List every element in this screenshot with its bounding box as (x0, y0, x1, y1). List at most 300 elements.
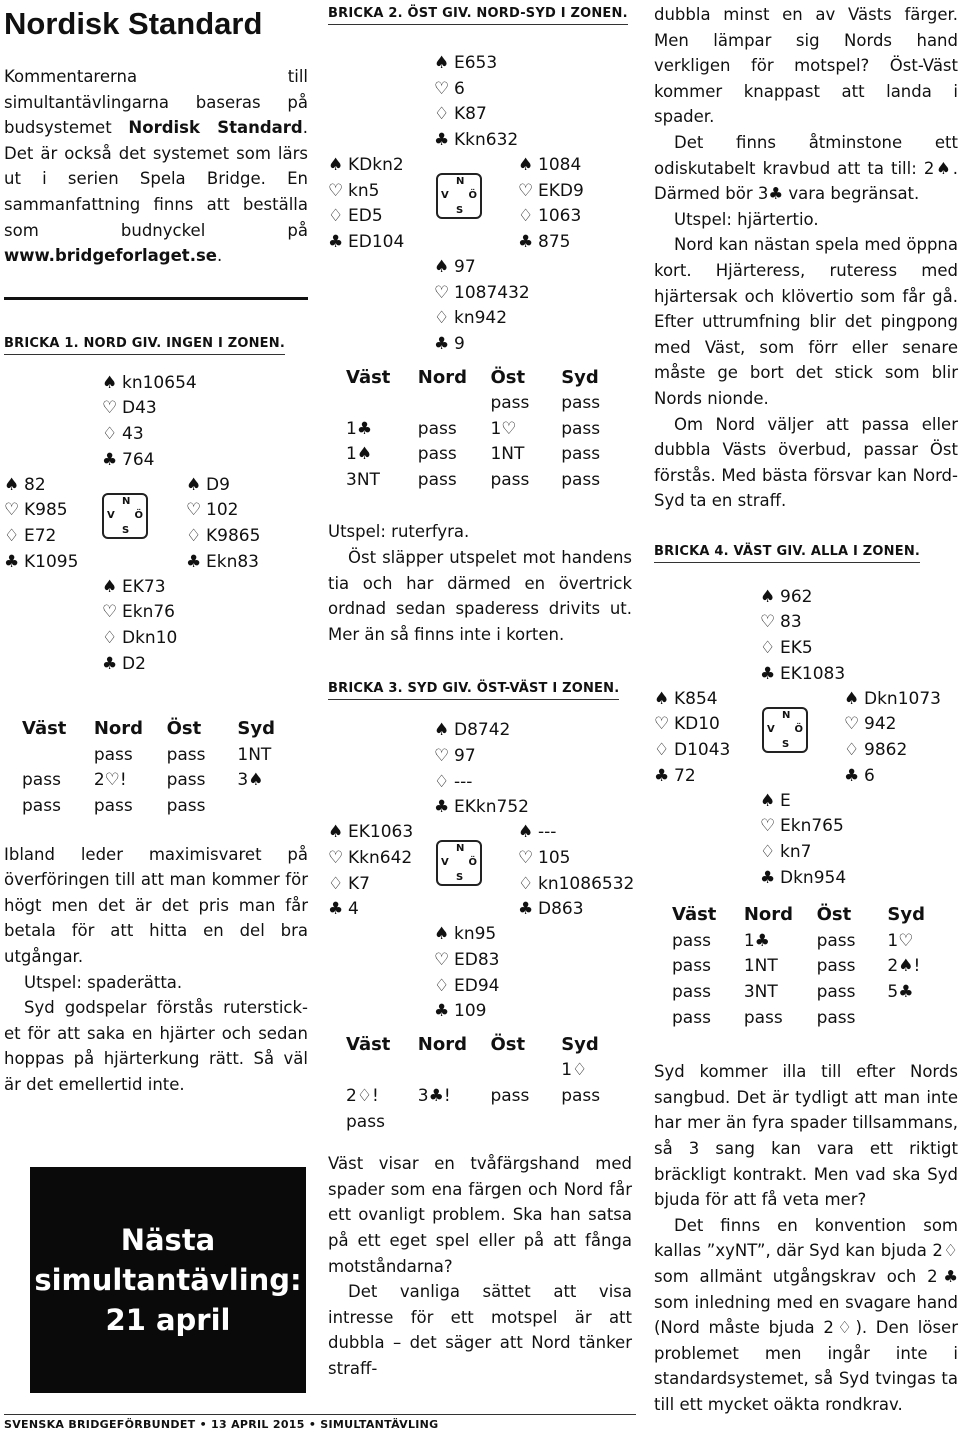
spade-icon: ♠ (328, 822, 344, 843)
cards: --- (538, 822, 557, 843)
suit-holding (434, 306, 530, 332)
bid-cell: 1♣ (743, 930, 770, 951)
suit-holding (654, 712, 730, 738)
suit-holding (434, 718, 529, 744)
board-1-diagram (4, 371, 308, 705)
board-4-north-hand (760, 585, 845, 687)
cards: KDkn2 (348, 155, 404, 175)
cards: Dkn1073 (864, 688, 941, 709)
bid-header: Öst (816, 904, 852, 926)
suit-holding (102, 448, 197, 474)
suit-holding (844, 687, 941, 713)
commentary-paragraph: Väst visar en tvåfärgshand med spader som ena färgen och Nord får ett ovanligt problem. Ska han satsa på ett eget spel eller på att fånga motståndarna? (328, 1154, 632, 1276)
bid-cell: 3♠ (237, 770, 264, 791)
bid-cell: pass (561, 469, 601, 490)
suit-holding (760, 866, 846, 892)
bid-cell: pass (166, 770, 206, 791)
spade-icon: ♠ (102, 372, 118, 393)
cards: K1095 (24, 551, 79, 572)
suit-holding (102, 371, 197, 397)
suit-holding (102, 422, 197, 448)
continued-commentary (654, 2, 958, 514)
spade-icon: ♠ (4, 474, 20, 495)
board-3-west-hand (328, 820, 413, 922)
suit-holding (102, 396, 197, 422)
suit-holding (328, 230, 404, 256)
suit-holding (760, 814, 846, 840)
commentary-paragraph: Utspel: hjärtertio. (674, 209, 819, 229)
next-event-date: 21 april (105, 1303, 231, 1337)
compass-icon: N V Ö S (436, 173, 482, 219)
cards: 6 (454, 78, 465, 99)
bid-cell: pass (743, 1007, 783, 1028)
suit-holding (434, 281, 530, 307)
board-1-east-hand (186, 473, 260, 575)
spade-icon: ♠ (434, 53, 450, 73)
board-4-diagram (654, 585, 958, 893)
section-divider (4, 297, 308, 300)
diamond-icon: ♢ (434, 308, 450, 329)
column-2 (328, 0, 635, 1381)
suit-holding (4, 524, 78, 550)
bid-header: Öst (166, 718, 202, 740)
page-footer: SVENSKA BRIDGEFÖRBUNDET • 13 APRIL 2015 • SIMULTANTÄVLING (4, 1418, 439, 1431)
diamond-icon: ♢ (434, 975, 450, 996)
diamond-icon: ♢ (518, 206, 534, 227)
cards: 9 (454, 333, 465, 354)
cards: 72 (674, 765, 696, 786)
commentary-paragraph: Utspel: spaderätta. (24, 972, 183, 992)
suit-holding (328, 872, 413, 898)
bid-cell: pass (816, 982, 856, 1003)
bid-cell: pass (22, 795, 61, 816)
cards: 109 (454, 1001, 487, 1022)
cards: kn7 (780, 842, 812, 863)
bid-header: Syd (887, 904, 925, 926)
cards: 962 (780, 586, 813, 607)
suit-holding (434, 922, 499, 948)
bid-cell: pass (561, 418, 601, 439)
cards: kn10654 (122, 372, 197, 393)
board-3-commentary (328, 1151, 632, 1381)
diamond-icon: ♢ (102, 627, 118, 648)
bid-cell (490, 1058, 561, 1084)
suit-holding (760, 610, 845, 636)
board-1-heading: BRICKA 1. NORD GIV. INGEN I ZONEN. (4, 335, 285, 355)
commentary-paragraph: Öst släpper utspelet mot handens tia och har därmed en övertrick ordnad sedan spaderess drivits ut. Mer än så finns inte i korten. (328, 547, 632, 644)
bid-header: Väst (22, 718, 67, 740)
cards: 1063 (538, 206, 582, 227)
suit-holding (434, 102, 518, 128)
spade-icon: ♠ (518, 155, 534, 175)
board-4-west-hand (654, 687, 730, 789)
column-1 (4, 0, 308, 1337)
suit-holding (434, 770, 529, 796)
suit-holding (328, 897, 413, 923)
suit-holding (328, 179, 404, 205)
cards: EK1063 (348, 822, 414, 843)
suit-holding (654, 764, 730, 790)
cards: K9865 (206, 525, 261, 546)
spade-icon: ♠ (654, 688, 670, 709)
bid-cell (237, 794, 308, 820)
bid-header: Syd (561, 1033, 599, 1055)
bid-cell: pass (561, 1085, 601, 1106)
bid-cell: 2♡! (93, 770, 127, 791)
board-4-heading: BRICKA 4. VÄST GIV. ALLA I ZONEN. (654, 543, 920, 563)
board-3-north-hand (434, 718, 529, 820)
cards: 1087432 (454, 282, 530, 303)
suit-holding (434, 77, 518, 103)
website-link[interactable]: www.bridgeforlaget.se (4, 246, 217, 266)
heart-icon: ♡ (328, 847, 344, 868)
suit-holding (186, 498, 260, 524)
suit-holding (434, 744, 529, 770)
bid-cell: pass (561, 393, 601, 413)
bid-header: Nord (417, 366, 467, 388)
footer-divider (4, 1414, 636, 1415)
bid-cell: pass (816, 956, 856, 977)
suit-holding (434, 51, 518, 77)
spade-icon: ♠ (186, 474, 202, 495)
suit-holding (4, 498, 78, 524)
club-icon: ♣ (760, 663, 776, 684)
bid-cell: pass (672, 956, 711, 977)
suit-holding (844, 764, 941, 790)
club-icon: ♣ (434, 1001, 450, 1022)
bid-cell: pass (417, 418, 457, 439)
suit-holding (434, 128, 518, 154)
commentary-paragraph: Om Nord väljer att passa eller dubbla Västs överbud, passar Öst förstås. Med bästa försvar kan Nord-Syd ta en straff. (654, 414, 958, 511)
club-icon: ♣ (434, 333, 450, 354)
spade-icon: ♠ (760, 586, 776, 607)
board-1-west-hand (4, 473, 78, 575)
diamond-icon: ♢ (4, 525, 20, 546)
cards: 875 (538, 231, 571, 252)
board-1-north-hand (102, 371, 197, 473)
cards: Dkn954 (780, 867, 847, 888)
suit-holding (518, 846, 634, 872)
board-1-south-hand (102, 575, 177, 677)
club-icon: ♣ (328, 231, 344, 252)
board-2-south-hand (434, 255, 530, 357)
suit-holding (518, 872, 634, 898)
commentary-paragraph: Syd kommer illa till efter Nords sangbud. Det är tydligt att man inte har mer än fyra spader tillsammans, så 3 sang kan vara ett riktigt bräckligt kontrakt. Men vad ska Syd bjuda för att få veta mer? (654, 1062, 958, 1210)
heart-icon: ♡ (654, 714, 670, 735)
bid-cell: 3NT (743, 982, 778, 1003)
cards: Dkn10 (122, 627, 178, 648)
bid-cell: pass (166, 795, 206, 816)
bid-cell: pass (672, 982, 711, 1003)
bid-cell: 3♣! (417, 1085, 451, 1106)
suit-holding (328, 204, 404, 230)
cards: ED5 (348, 206, 383, 227)
cards: K87 (454, 104, 487, 125)
compass-icon: N V Ö S (102, 493, 148, 539)
suit-holding (760, 840, 846, 866)
cards: EKkn752 (454, 797, 529, 818)
board-4-commentary (654, 1059, 958, 1417)
spade-icon: ♠ (434, 720, 450, 741)
bid-cell: pass (816, 1007, 856, 1028)
cards: 97 (454, 745, 476, 766)
club-icon: ♣ (518, 231, 534, 252)
board-2-heading: BRICKA 2. ÖST GIV. NORD-SYD I ZONEN. (328, 5, 628, 25)
suit-holding (518, 897, 634, 923)
heart-icon: ♡ (328, 180, 344, 201)
suit-holding (654, 687, 730, 713)
cards: 83 (780, 612, 802, 633)
diamond-icon: ♢ (434, 771, 450, 792)
heart-icon: ♡ (518, 180, 534, 201)
suit-holding (434, 999, 499, 1025)
spade-icon: ♠ (102, 576, 118, 597)
suit-holding (186, 524, 260, 550)
club-icon: ♣ (186, 551, 202, 572)
bid-cell: 5♣ (887, 982, 914, 1003)
heart-icon: ♡ (434, 282, 450, 303)
suit-holding (328, 153, 404, 179)
bid-cell: 1NT (743, 956, 778, 977)
board-4-east-hand (844, 687, 941, 789)
commentary-paragraph: Det finns en konvention som kallas ”xyNT”, där Syd kan bjuda 2♢ som allmänt utgångskrav och 2♣ som inledning med en svagare hand (Nord måste bjuda 2♢). Den löser problemet men ingår inte i standardsystemet, så Syd tvingas ta till ett mycket oäkta rondkrav. (654, 1215, 958, 1414)
bid-cell: pass (417, 469, 457, 490)
cards: 102 (206, 500, 239, 521)
bid-cell: pass (490, 393, 530, 413)
board-2-east-hand (518, 153, 584, 255)
diamond-icon: ♢ (760, 638, 776, 659)
cards: E653 (454, 53, 498, 73)
heart-icon: ♡ (434, 78, 450, 99)
cards: D8742 (454, 720, 511, 741)
board-4-south-hand (760, 789, 846, 891)
spade-icon: ♠ (434, 257, 450, 277)
board-2-bidding (346, 363, 632, 493)
suit-holding (186, 473, 260, 499)
club-icon: ♣ (4, 551, 20, 572)
cards: 4 (348, 899, 359, 920)
suit-holding (4, 473, 78, 499)
bid-cell: pass (816, 930, 856, 951)
bid-header: Nord (743, 904, 794, 926)
cards: D863 (538, 899, 584, 920)
cards: K854 (674, 688, 718, 709)
cards: Ekn765 (780, 816, 844, 837)
suit-holding (518, 153, 584, 179)
bid-cell: pass (93, 744, 133, 765)
heart-icon: ♡ (102, 398, 118, 419)
cards: EK5 (780, 638, 813, 659)
board-3-south-hand (434, 922, 499, 1024)
heart-icon: ♡ (518, 847, 534, 868)
bid-header: Syd (561, 366, 599, 388)
cards: 764 (122, 449, 155, 470)
board-2-west-hand (328, 153, 404, 255)
heart-icon: ♡ (760, 612, 776, 633)
bid-cell: 1NT (237, 744, 272, 765)
club-icon: ♣ (102, 449, 118, 470)
heart-icon: ♡ (760, 816, 776, 837)
cards: D2 (122, 653, 146, 674)
diamond-icon: ♢ (654, 740, 670, 761)
cards: ED94 (454, 975, 500, 996)
club-icon: ♣ (434, 797, 450, 818)
bid-cell: pass (346, 1111, 385, 1132)
bid-cell: 2♠! (887, 956, 921, 977)
cards: 6 (864, 765, 875, 786)
cards: 105 (538, 847, 571, 868)
cards: 9862 (864, 740, 908, 761)
cards: Ekn83 (206, 551, 259, 572)
bid-header: Väst (346, 1033, 391, 1055)
cards: K7 (348, 873, 370, 894)
next-event-line-1: Nästa (120, 1223, 216, 1257)
cards: KD10 (674, 714, 720, 735)
bid-cell (887, 1006, 958, 1032)
cards: EK73 (122, 576, 166, 597)
bid-header: Nord (93, 718, 144, 740)
bid-cell: pass (490, 1085, 530, 1106)
club-icon: ♣ (328, 899, 344, 920)
suit-holding (102, 626, 177, 652)
compass-icon: N V Ö S (762, 707, 808, 753)
bid-cell: 3NT (346, 469, 380, 490)
diamond-icon: ♢ (434, 104, 450, 125)
suit-holding (434, 795, 529, 821)
cards: ED83 (454, 949, 500, 970)
club-icon: ♣ (654, 765, 670, 786)
suit-holding (102, 600, 177, 626)
commentary-paragraph: Det vanliga sättet att visa intresse för ett motspel är att dubbla – det säger att Nord tänker straff- (328, 1282, 632, 1378)
bid-cell: 1NT (490, 444, 525, 465)
bid-cell (418, 1058, 491, 1084)
suit-holding (102, 575, 177, 601)
column-3 (654, 0, 958, 1418)
suit-holding (760, 789, 846, 815)
club-icon: ♣ (844, 765, 860, 786)
bid-cell (346, 1058, 418, 1084)
page-title: Nordisk Standard (4, 6, 263, 41)
heart-icon: ♡ (434, 745, 450, 766)
cards: 43 (122, 423, 144, 444)
diamond-icon: ♢ (328, 206, 344, 227)
cards: EK1083 (780, 663, 846, 684)
bid-cell (561, 1110, 632, 1136)
spade-icon: ♠ (844, 688, 860, 709)
board-3-heading: BRICKA 3. SYD GIV. ÖST-VÄST I ZONEN. (328, 680, 619, 700)
bid-cell: 1♣ (346, 418, 373, 439)
suit-holding (760, 636, 845, 662)
commentary-paragraph: dubbla minst en av Västs färger. Men lämpar sig Nords hand verkligen för motspel? Öst-Väst kommer knappast att landa i spader. (654, 5, 958, 127)
cards: kn1086532 (538, 873, 635, 894)
board-1-commentary (4, 842, 308, 1098)
spade-icon: ♠ (760, 790, 776, 811)
suit-holding (760, 662, 845, 688)
bid-cell: pass (166, 744, 206, 765)
cards: D43 (122, 398, 157, 419)
cards: --- (454, 771, 473, 792)
commentary-paragraph: Nord kan nästan spela med öppna kort. Hjärteress, ruteress med hjärtersak och klövertio som får gå. Efter uttrumfning blir det pingpong med Väst, som förr eller senare måste ge bort det stick som blir Nords nionde. (654, 235, 958, 408)
suit-holding (844, 712, 941, 738)
board-3-bidding (346, 1030, 632, 1135)
system-name: Nordisk Standard (128, 118, 303, 138)
suit-holding (328, 846, 413, 872)
club-icon: ♣ (434, 129, 450, 150)
cards: EKD9 (538, 180, 584, 201)
bid-cell: pass (672, 1007, 711, 1028)
compass-icon: N V Ö S (436, 840, 482, 886)
cards: E72 (24, 525, 57, 546)
commentary-paragraph: Syd godspelar förstås ruterstick-et för att saka en hjärter och sedan hoppas på hjärterkung rätt. Så väl är det emellertid inte. (4, 998, 308, 1094)
cards: 97 (454, 257, 476, 277)
suit-holding (518, 204, 584, 230)
heart-icon: ♡ (4, 500, 20, 521)
cards: K985 (24, 500, 68, 521)
diamond-icon: ♢ (328, 873, 344, 894)
cards: Ekn76 (122, 602, 175, 623)
suit-holding (518, 820, 634, 846)
spade-icon: ♠ (518, 822, 534, 843)
board-2-north-hand (434, 51, 518, 153)
suit-holding (102, 652, 177, 678)
heart-icon: ♡ (434, 949, 450, 970)
diamond-icon: ♢ (186, 525, 202, 546)
cards: kn942 (454, 308, 508, 329)
club-icon: ♣ (102, 653, 118, 674)
diamond-icon: ♢ (844, 740, 860, 761)
board-4-bidding (672, 901, 958, 1031)
heart-icon: ♡ (186, 500, 202, 521)
board-2-diagram (328, 51, 632, 359)
board-3-diagram (328, 718, 635, 1026)
suit-holding (434, 974, 499, 1000)
next-event-line-2: simultantävling: (34, 1263, 302, 1297)
commentary-paragraph: Det finns åtminstone ett odiskutabelt kravbud att ta till: 2♠. Därmed bör 3♣ vara begränsat. (654, 132, 958, 204)
suit-holding (844, 738, 941, 764)
cards: D1043 (674, 740, 731, 761)
bid-header: Öst (490, 366, 526, 388)
cards: 1084 (538, 155, 582, 175)
bid-cell: 1♠ (346, 444, 373, 465)
bid-header: Nord (417, 1033, 467, 1055)
next-event-box (30, 1167, 306, 1393)
diamond-icon: ♢ (518, 873, 534, 894)
diamond-icon: ♢ (102, 423, 118, 444)
cards: 82 (24, 474, 46, 495)
cards: kn5 (348, 180, 380, 201)
bid-header: Väst (346, 366, 391, 388)
commentary-paragraph: Ibland leder maximisvaret på överföringen till att man kommer för högt men det är det pris man får betala för att hitta en del bra utgångar. (4, 844, 308, 966)
bid-cell: 1♢ (561, 1060, 588, 1081)
suit-holding (760, 585, 845, 611)
suit-holding (434, 948, 499, 974)
bid-cell: pass (672, 930, 711, 951)
bid-cell: 1♡ (490, 418, 517, 439)
bid-header: Öst (490, 1033, 526, 1055)
bid-header: Syd (237, 718, 275, 740)
cards: Kkn632 (454, 129, 519, 150)
bid-cell: pass (93, 795, 133, 816)
cards: E (780, 790, 791, 811)
bid-cell: 2♢! (346, 1085, 379, 1106)
cards: 942 (864, 714, 897, 735)
suit-holding (654, 738, 730, 764)
suit-holding (434, 255, 530, 281)
spade-icon: ♠ (328, 155, 344, 175)
bid-header: Väst (672, 904, 717, 926)
bid-cell (22, 743, 94, 769)
bid-cell: pass (561, 444, 601, 465)
